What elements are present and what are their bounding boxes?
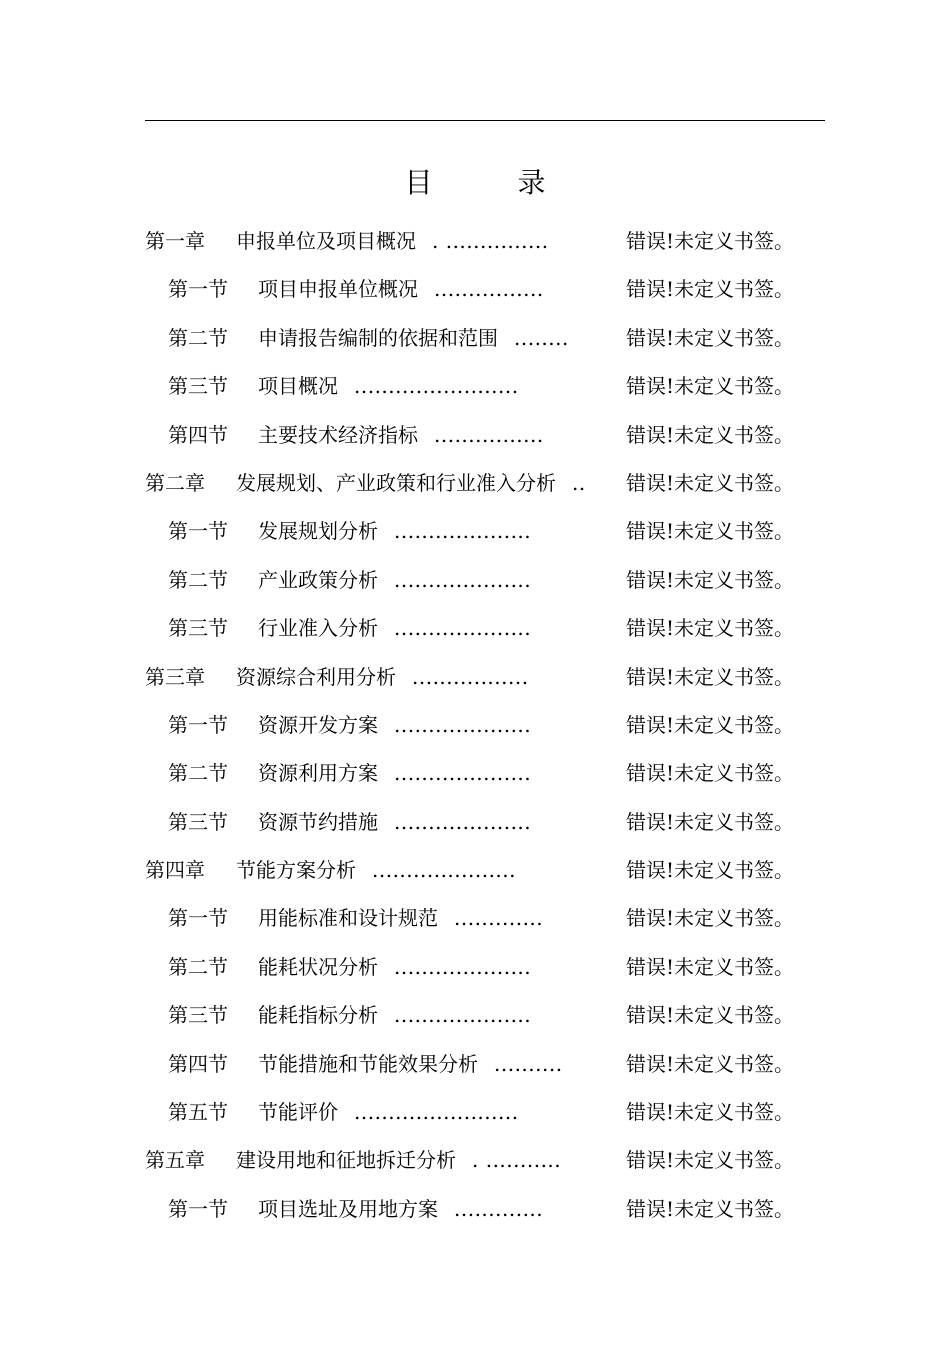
toc-section-entry[interactable] [0,946,950,994]
toc-entry-heading [236,462,586,504]
toc-page-reference: 错误!未定义书签。 [626,664,795,689]
toc-leader-dots: . ............... [432,229,549,253]
toc-entry-heading [258,414,544,456]
toc-entry-heading [258,946,531,988]
toc-entry-label: 发展规划、产业政策和行业准入分析 [236,470,556,495]
toc-entry-heading [258,994,531,1036]
toc-leader-dots: .................... [394,567,532,592]
toc-leader-dots: .. [572,470,586,495]
toc-entry-number: 第三节 [168,374,228,399]
toc-entry-number: 第四节 [168,422,228,447]
toc-title: 目 录 [404,166,584,199]
toc-entry-number: 第一节 [168,1196,228,1221]
toc-entry-label: 能耗状况分析 [258,954,378,979]
toc-section-entry[interactable] [0,897,950,945]
toc-section-entry[interactable] [0,1091,950,1139]
toc-leader-dots: .................... [394,954,532,979]
toc-leader-dots: .................... [394,1003,532,1028]
toc-entry-heading [258,607,531,649]
toc-page-reference: 错误!未定义书签。 [626,712,795,737]
toc-page-reference: 错误!未定义书签。 [626,906,795,931]
toc-page-reference: 错误!未定义书签。 [626,809,795,834]
toc-entry-number: 第一节 [168,519,228,544]
toc-entry-number: 第一节 [168,906,228,931]
toc-leader-dots: ................. [412,664,529,689]
toc-section-entry[interactable] [0,414,950,462]
toc-leader-dots: . ........... [472,1148,562,1173]
toc-section-entry[interactable] [0,994,950,1042]
toc-entry-heading [258,1091,519,1133]
toc-leader-dots: ........................ [354,374,519,399]
toc-entry-label: 行业准入分析 [258,616,378,641]
toc-leader-dots: ..................... [372,858,517,883]
toc-entry-label: 申请报告编制的依据和范围 [258,325,498,350]
toc-entry-number: 第二节 [168,567,228,592]
toc-entry-label: 项目选址及用地方案 [258,1196,438,1221]
toc-entry-heading [258,510,531,552]
toc-page-reference: 错误!未定义书签。 [626,567,795,592]
toc-entry-label: 节能方案分析 [236,858,356,883]
toc-entry-number: 第二章 [145,470,205,495]
toc-entry-number: 第三节 [168,616,228,641]
toc-page-reference: 错误!未定义书签。 [626,470,795,495]
toc-section-entry[interactable] [0,801,950,849]
toc-entry-label: 项目申报单位概况 [258,277,418,302]
toc-entry-number: 第三节 [168,1003,228,1028]
toc-section-entry[interactable] [0,1043,950,1091]
toc-leader-dots: .................... [394,809,532,834]
toc-entry-heading [258,317,569,359]
toc-chapter-entry[interactable] [0,1139,950,1187]
toc-entry-label: 资源综合利用分析 [236,664,396,689]
toc-entry-number: 第四节 [168,1051,228,1076]
toc-section-entry[interactable] [0,704,950,752]
toc-entry-number: 第五节 [168,1100,228,1125]
toc-section-entry[interactable] [0,317,950,365]
toc-section-entry[interactable] [0,268,950,316]
toc-page-reference: 错误!未定义书签。 [626,616,795,641]
toc-entry-number: 第三章 [145,664,205,689]
toc-entry-heading [258,365,519,407]
toc-entry-label: 节能措施和节能效果分析 [258,1051,478,1076]
toc-entry-heading [258,801,531,843]
toc-entry-number: 第四章 [145,858,205,883]
toc-page-reference: 错误!未定义书签。 [626,1100,795,1125]
toc-section-entry[interactable] [0,365,950,413]
toc-leader-dots: ........................ [354,1100,519,1125]
toc-page-reference: 错误!未定义书签。 [626,1148,795,1173]
toc-entry-label: 主要技术经济指标 [258,422,418,447]
toc-page-reference: 错误!未定义书签。 [626,422,795,447]
toc-entry-heading [258,704,531,746]
toc-leader-dots: ............. [454,1196,544,1221]
toc-leader-dots: ................ [434,422,544,447]
toc-leader-dots: .................... [394,712,532,737]
toc-entry-number: 第五章 [145,1148,205,1173]
toc-section-entry[interactable] [0,607,950,655]
toc-page-reference: 错误!未定义书签。 [626,519,795,544]
toc-page-reference: 错误!未定义书签。 [626,1051,795,1076]
toc-entry-label: 项目概况 [258,374,338,399]
toc-leader-dots: .................... [394,761,532,786]
toc-chapter-entry[interactable] [0,656,950,704]
toc-list [0,220,950,1236]
toc-chapter-entry[interactable] [0,462,950,510]
toc-leader-dots: .................... [394,519,532,544]
toc-entry-label: 申报单位及项目概况 [236,229,416,253]
toc-section-entry[interactable] [0,559,950,607]
toc-entry-heading [258,268,544,310]
toc-entry-label: 建设用地和征地拆迁分析 [236,1148,456,1173]
toc-entry-number: 第二节 [168,325,228,350]
toc-page-reference: 错误!未定义书签。 [626,229,795,253]
toc-leader-dots: ............. [454,906,544,931]
toc-entry-number: 第一节 [168,277,228,302]
toc-chapter-entry[interactable] [0,849,950,897]
toc-leader-dots: ................ [434,277,544,302]
toc-entry-label: 资源开发方案 [258,712,378,737]
toc-leader-dots: .......... [494,1051,563,1076]
toc-entry-number: 第三节 [168,809,228,834]
toc-entry-heading [236,849,516,891]
toc-entry-heading [258,752,531,794]
toc-page-reference: 错误!未定义书签。 [626,954,795,979]
toc-entry-label: 产业政策分析 [258,567,378,592]
toc-leader-dots: .................... [394,616,532,641]
toc-entry-heading [258,897,543,939]
toc-section-entry[interactable] [0,1188,950,1236]
toc-section-entry[interactable] [0,752,950,800]
toc-entry-label: 资源节约措施 [258,809,378,834]
toc-entry-number: 第一章 [145,229,205,253]
toc-entry-heading [236,1139,561,1181]
toc-entry-label: 节能评价 [258,1100,338,1125]
toc-entry-number: 第二节 [168,954,228,979]
toc-entry-label: 用能标准和设计规范 [258,906,438,931]
toc-leader-dots: ........ [514,325,569,350]
toc-section-entry[interactable] [0,510,950,558]
toc-entry-heading [258,1043,563,1085]
toc-entry-heading [236,656,529,698]
toc-page-reference: 错误!未定义书签。 [626,374,795,399]
toc-page-reference: 错误!未定义书签。 [626,325,795,350]
toc-chapter-entry[interactable] [0,220,950,268]
toc-entry-heading [258,559,531,601]
toc-entry-number: 第一节 [168,712,228,737]
toc-page-reference: 错误!未定义书签。 [626,1003,795,1028]
toc-entry-heading [236,220,549,262]
toc-entry-heading [258,1188,543,1230]
toc-page-reference: 错误!未定义书签。 [626,858,795,883]
toc-page-reference: 错误!未定义书签。 [626,277,795,302]
toc-entry-label: 能耗指标分析 [258,1003,378,1028]
toc-page-reference: 错误!未定义书签。 [626,1196,795,1221]
toc-page-reference: 错误!未定义书签。 [626,761,795,786]
toc-entry-number: 第二节 [168,761,228,786]
header-rule [145,120,825,121]
toc-entry-label: 发展规划分析 [258,519,378,544]
toc-entry-label: 资源利用方案 [258,761,378,786]
